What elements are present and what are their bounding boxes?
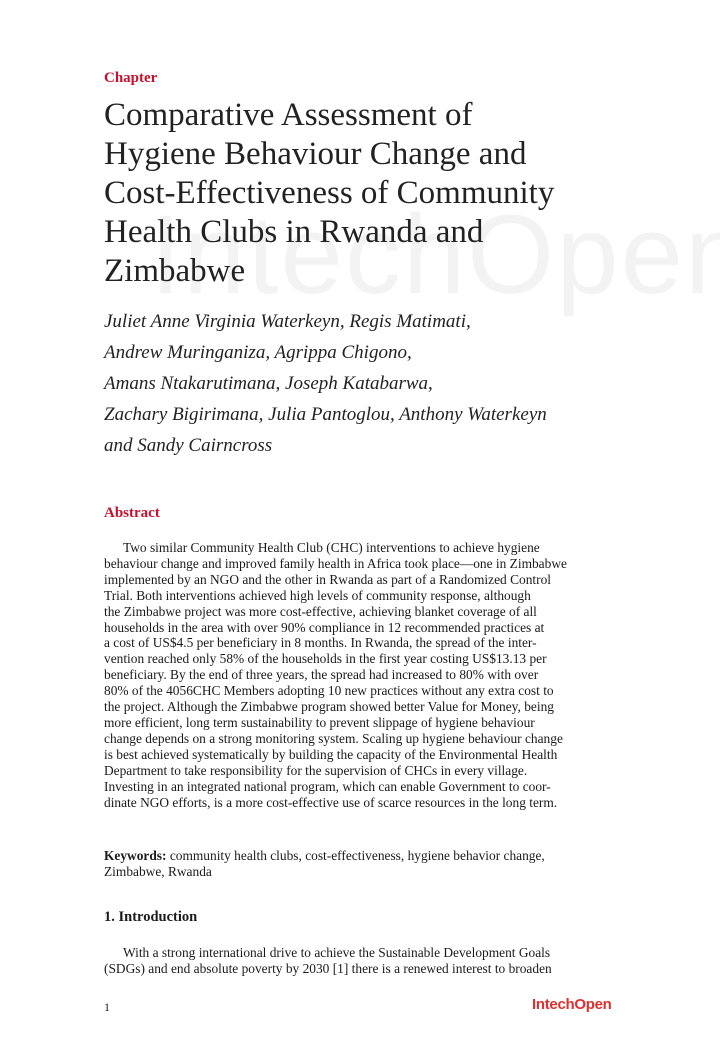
keywords [104, 848, 624, 880]
abstract-line: the project. Although the Zimbabwe program showed better Value for Money, being [104, 699, 554, 715]
abstract-line: change depends on a strong monitoring system. Scaling up hygiene behaviour change [104, 730, 563, 746]
title-line: Comparative Assessment of [104, 97, 473, 133]
abstract-line: Two similar Community Health Club (CHC) interventions to achieve hygiene [123, 540, 540, 555]
keywords-line: Zimbabwe, Rwanda [104, 864, 212, 879]
abstract-line: dinate NGO efforts, is a more cost-effective use of scarce resources in the long term. [104, 794, 558, 810]
title-line: Cost-Effectiveness of Community [104, 175, 555, 211]
title-line: Zimbabwe [104, 253, 246, 289]
abstract-body [104, 540, 624, 810]
intro-line: (SDGs) and end absolute poverty by 2030 [1] there is a renewed interest to broaden [104, 961, 552, 976]
abstract-line: households in the area with over 90% compliance in 12 recommended practices at [104, 619, 545, 635]
abstract-line: 80% of the 4056CHC Members adopting 10 new practices without any extra cost to [104, 683, 554, 699]
author-line: Andrew Muringaniza, Agrippa Chigono, [104, 342, 412, 363]
abstract-line: Investing in an integrated national program, which can enable Government to coor- [104, 778, 551, 794]
abstract-line: Department to take responsibility for the supervision of CHCs in every village. [104, 762, 528, 778]
chapter-title [104, 96, 664, 291]
abstract-line: the Zimbabwe project was more cost-effective, achieving blanket coverage of all [104, 603, 537, 619]
title-line: Health Clubs in Rwanda and [104, 214, 484, 250]
intro-line: With a strong international drive to achieve the Sustainable Development Goals [123, 945, 551, 960]
author-line: and Sandy Cairncross [104, 435, 273, 456]
page-number: 1 [104, 1000, 110, 1014]
section-heading-introduction: 1. Introduction [104, 909, 198, 925]
abstract-line: implemented by an NGO and the other in Rwanda as part of a Randomized Control [104, 571, 551, 587]
publisher-logo: IntechOpen [532, 996, 612, 1013]
abstract-line: is best achieved systematically by building the capacity of the Environmental Health [104, 746, 558, 762]
author-line: Zachary Bigirimana, Julia Pantoglou, Anthony Waterkeyn [104, 404, 547, 425]
abstract-line: vention reached only 58% of the households in the first year costing US$13.13 per [104, 651, 547, 667]
author-line: Juliet Anne Virginia Waterkeyn, Regis Matimati, [104, 311, 471, 332]
chapter-label: Chapter [104, 70, 158, 86]
keywords-line [104, 848, 624, 864]
abstract-line: a cost of US$4.5 per beneficiary in 8 months. In Rwanda, the spread of the inter- [104, 635, 537, 651]
abstract-heading: Abstract [104, 505, 160, 521]
abstract-line: more efficient, long term sustainability to prevent slippage of hygiene behaviour [104, 714, 535, 730]
keywords-label: Keywords: [104, 848, 167, 863]
author-line: Amans Ntakarutimana, Joseph Katabarwa, [104, 373, 433, 394]
introduction-body [104, 945, 624, 977]
keywords-text: community health clubs, cost-effectiveness, hygiene behavior change, [166, 848, 545, 863]
abstract-line: Trial. Both interventions achieved high levels of community response, although [104, 587, 531, 603]
author-list [104, 306, 664, 461]
title-line: Hygiene Behaviour Change and [104, 136, 527, 172]
abstract-line: behaviour change and improved family health in Africa took place—one in Zimbabwe [104, 555, 567, 571]
abstract-line: beneficiary. By the end of three years, the spread had increased to 80% with over [104, 667, 539, 683]
